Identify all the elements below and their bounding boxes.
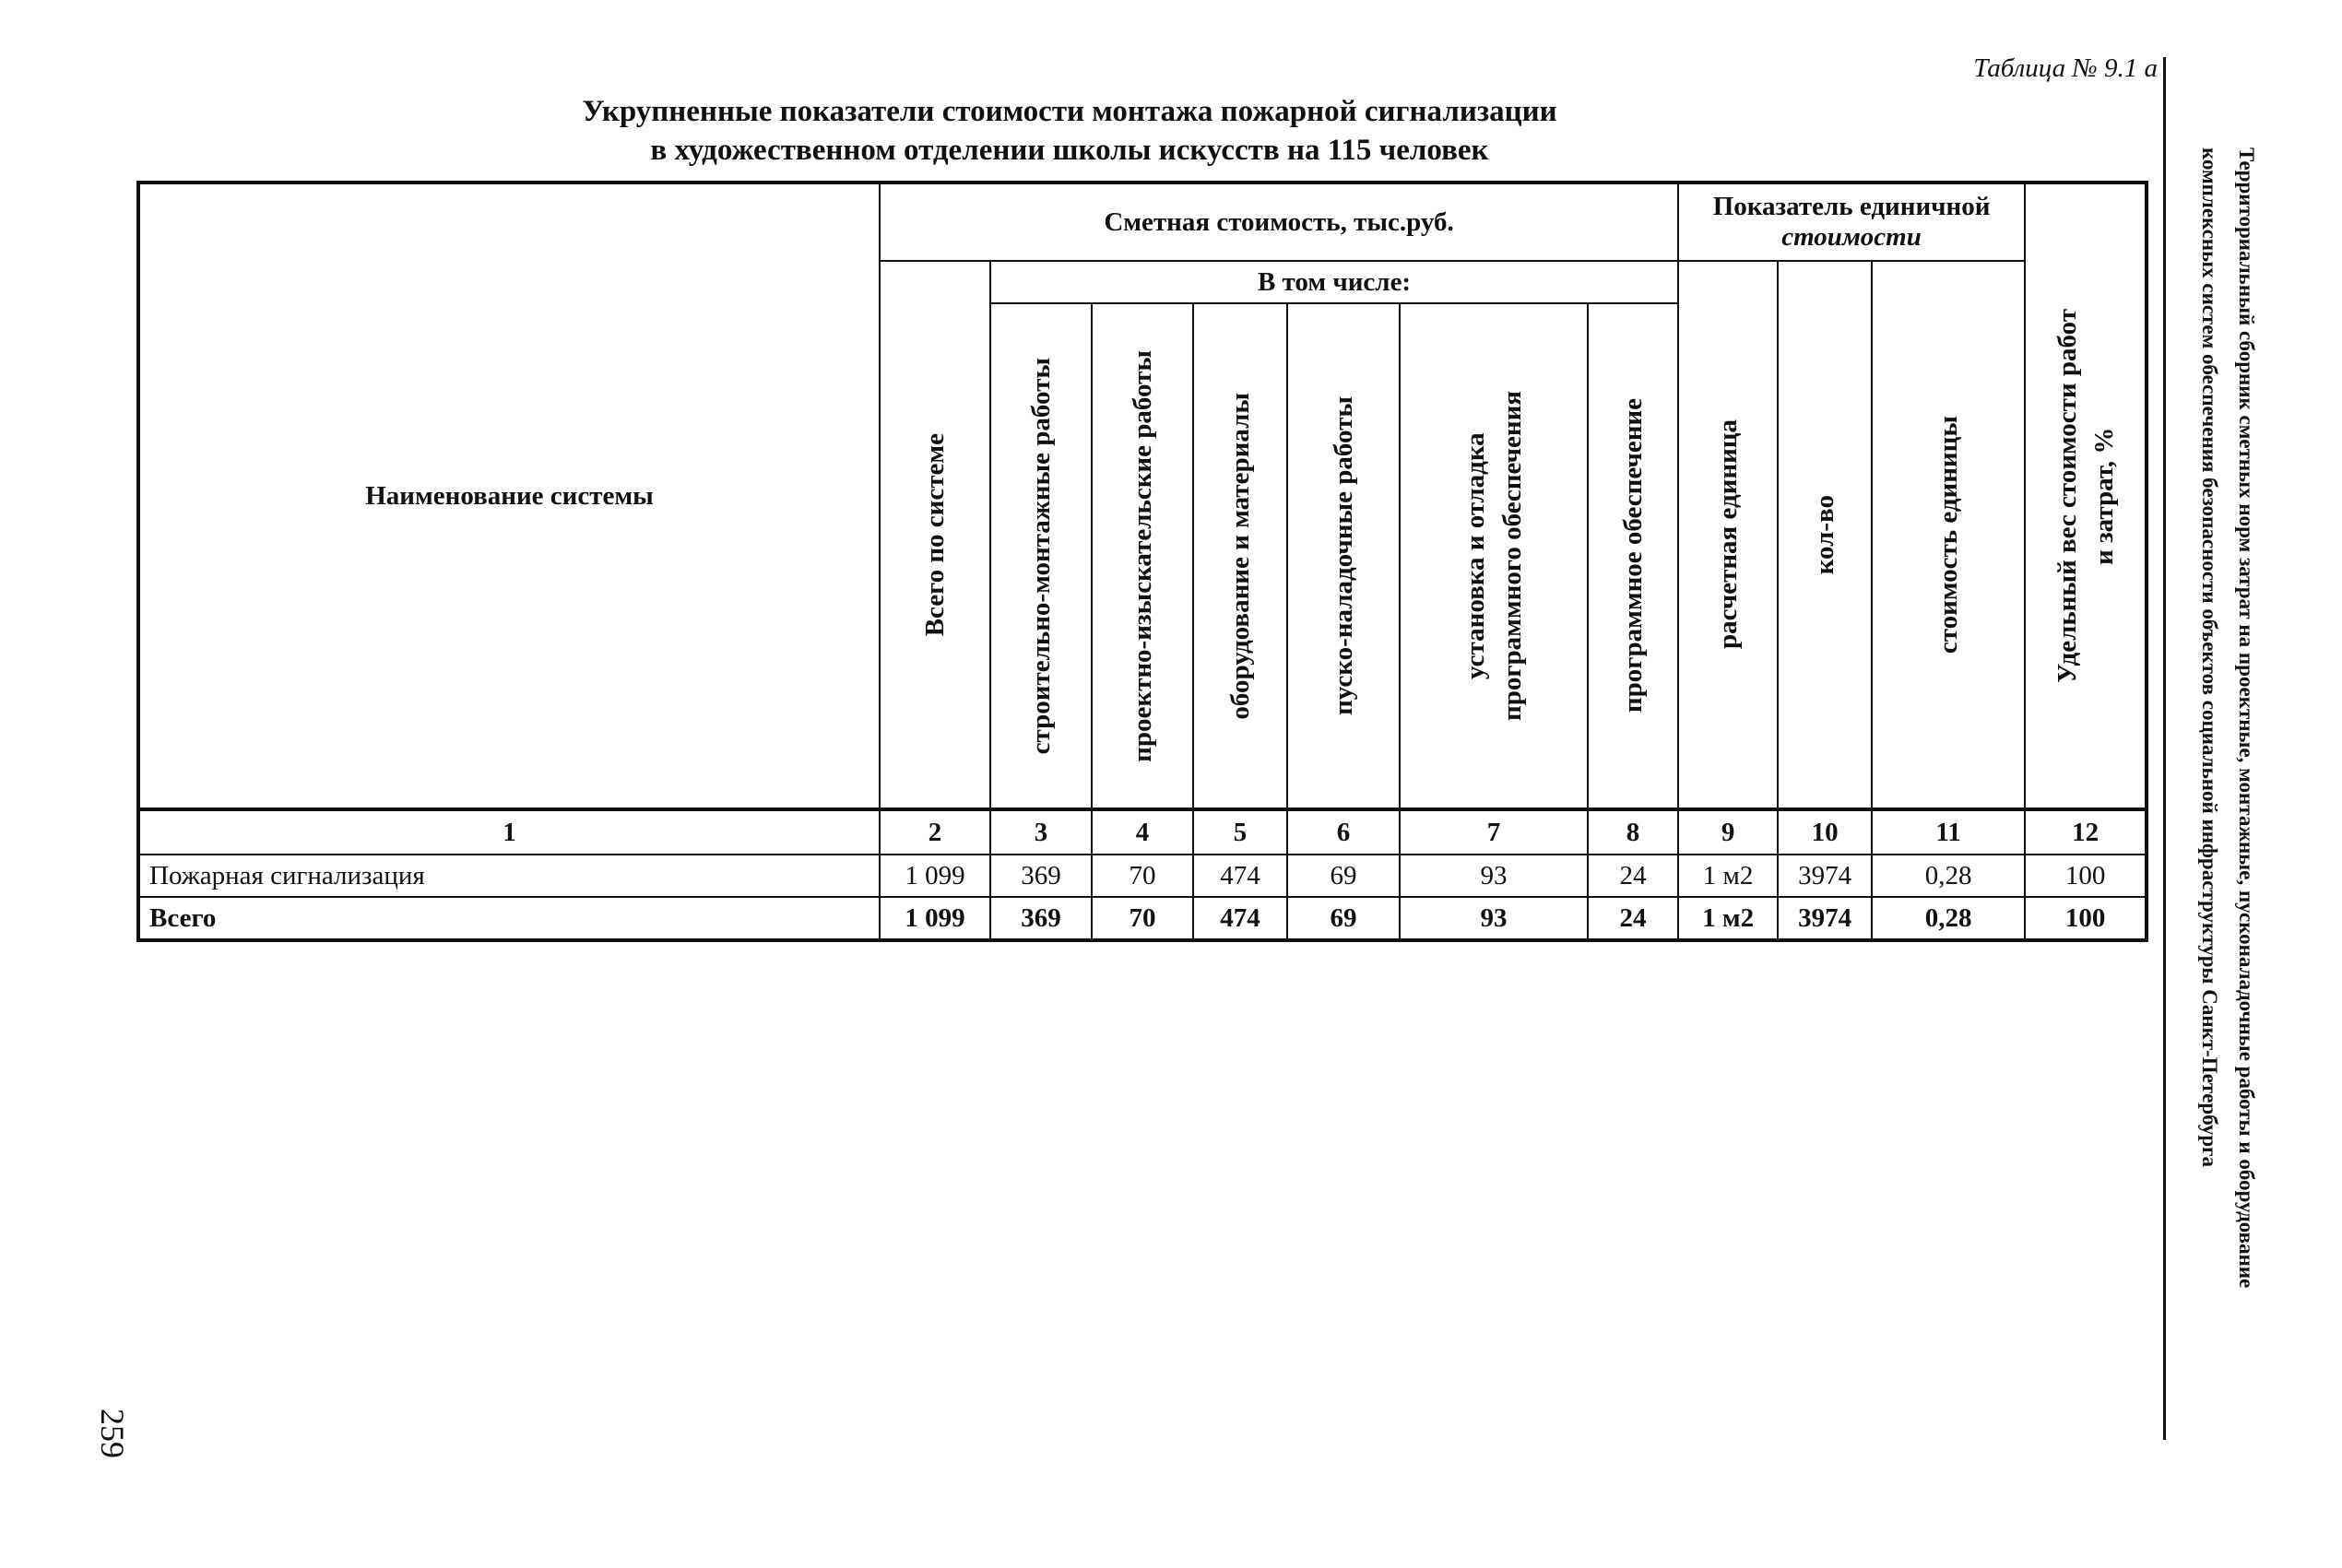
header-software-setup [1400, 303, 1588, 809]
sidebar-collection-title [2182, 147, 2265, 1456]
row-software: 24 [1588, 855, 1678, 897]
total-unit: 1 м2 [1678, 897, 1778, 940]
header-including: В том числе: [990, 261, 1678, 303]
sidebar-line-1: Территориальный сборник сметных норм затрат на проектные, монтажные, пусконаладочные работы и оборудование [2235, 147, 2258, 1289]
header-share-line1: Удельный вес стоимости работ [2052, 309, 2082, 683]
column-number-row [138, 809, 2147, 855]
header-qty [1778, 261, 1872, 809]
total-unit-cost: 0,28 [1872, 897, 2025, 940]
header-commissioning-text: пуско-наладочные работы [1329, 396, 1358, 715]
row-equipment: 474 [1193, 855, 1287, 897]
header-design [1092, 303, 1193, 809]
row-system-name: Пожарная сигнализация [138, 855, 880, 897]
sidebar-divider [2163, 57, 2166, 1440]
total-equipment: 474 [1193, 897, 1287, 940]
header-construction-text: строительно-монтажные работы [1026, 357, 1056, 755]
table-number-label: Таблица № 9.1 а [1973, 53, 2158, 83]
row-software-setup: 93 [1400, 855, 1588, 897]
title-line-1: Укрупненные показатели стоимости монтажа пожарной сигнализации [582, 95, 1557, 128]
total-software: 24 [1588, 897, 1678, 940]
column-number: 11 [1872, 809, 2025, 855]
total-design: 70 [1092, 897, 1193, 940]
row-design: 70 [1092, 855, 1193, 897]
header-software-text: программное обеспечение [1618, 398, 1649, 713]
table-row [138, 855, 2147, 897]
header-total-by-system-text: Всего по системе [920, 432, 950, 637]
total-row [138, 897, 2147, 940]
column-number: 4 [1092, 809, 1193, 855]
header-unit-indicator-line2: стоимости [1781, 222, 1922, 252]
header-unit-cost-text: стоимость единицы [1934, 415, 1964, 654]
column-number: 3 [990, 809, 1092, 855]
title-line-2: в художественном отделении школы искусств на 115 человек [650, 134, 1489, 167]
header-equipment-text: оборудование и материалы [1225, 392, 1255, 720]
column-number: 8 [1588, 809, 1678, 855]
header-estimated-cost: Сметная стоимость, тыс.руб. [880, 183, 1678, 261]
header-share-line2: и затрат, % [2088, 427, 2119, 565]
header-calc-unit [1678, 261, 1778, 809]
column-number: 1 [138, 809, 880, 855]
sidebar-line-2: комплексных систем обеспечения безопасности объектов социальной инфраструктуры Санкт-Петербурга [2198, 147, 2221, 1168]
header-software-setup-line2: программного обеспечения [1497, 391, 1527, 721]
header-equipment [1193, 303, 1287, 809]
row-unit: 1 м2 [1678, 855, 1778, 897]
column-number: 5 [1193, 809, 1287, 855]
column-number: 10 [1778, 809, 1872, 855]
header-software-setup-line1: установка и отладка [1461, 432, 1490, 679]
total-qty: 3974 [1778, 897, 1872, 940]
document-title [387, 92, 1752, 170]
header-commissioning [1287, 303, 1400, 809]
column-number: 9 [1678, 809, 1778, 855]
header-construction [990, 303, 1092, 809]
row-commissioning: 69 [1287, 855, 1400, 897]
column-number: 6 [1287, 809, 1400, 855]
column-number: 2 [880, 809, 990, 855]
total-total: 1 099 [880, 897, 990, 940]
cost-indicators-table [136, 181, 2148, 942]
column-number: 12 [2025, 809, 2147, 855]
row-total: 1 099 [880, 855, 990, 897]
row-unit-cost: 0,28 [1872, 855, 2025, 897]
header-unit-indicator [1678, 183, 2025, 261]
page-number: 259 [94, 1409, 131, 1458]
total-label: Всего [138, 897, 880, 940]
column-number: 7 [1400, 809, 1588, 855]
total-software-setup: 93 [1400, 897, 1588, 940]
row-share: 100 [2025, 855, 2147, 897]
header-software [1588, 303, 1678, 809]
total-construction: 369 [990, 897, 1092, 940]
header-calc-unit-text: расчетная единица [1713, 419, 1744, 650]
header-unit-cost [1872, 261, 2025, 809]
header-unit-indicator-line1: Показатель единичной [1712, 192, 1991, 221]
header-share [2025, 183, 2147, 809]
header-qty-text: кол-во [1810, 494, 1840, 575]
total-commissioning: 69 [1287, 897, 1400, 940]
header-design-text: проектно-изыскательские работы [1128, 349, 1157, 762]
header-total-by-system [880, 261, 990, 809]
row-qty: 3974 [1778, 855, 1872, 897]
row-construction: 369 [990, 855, 1092, 897]
header-system-name: Наименование системы [138, 183, 880, 809]
total-share: 100 [2025, 897, 2147, 940]
